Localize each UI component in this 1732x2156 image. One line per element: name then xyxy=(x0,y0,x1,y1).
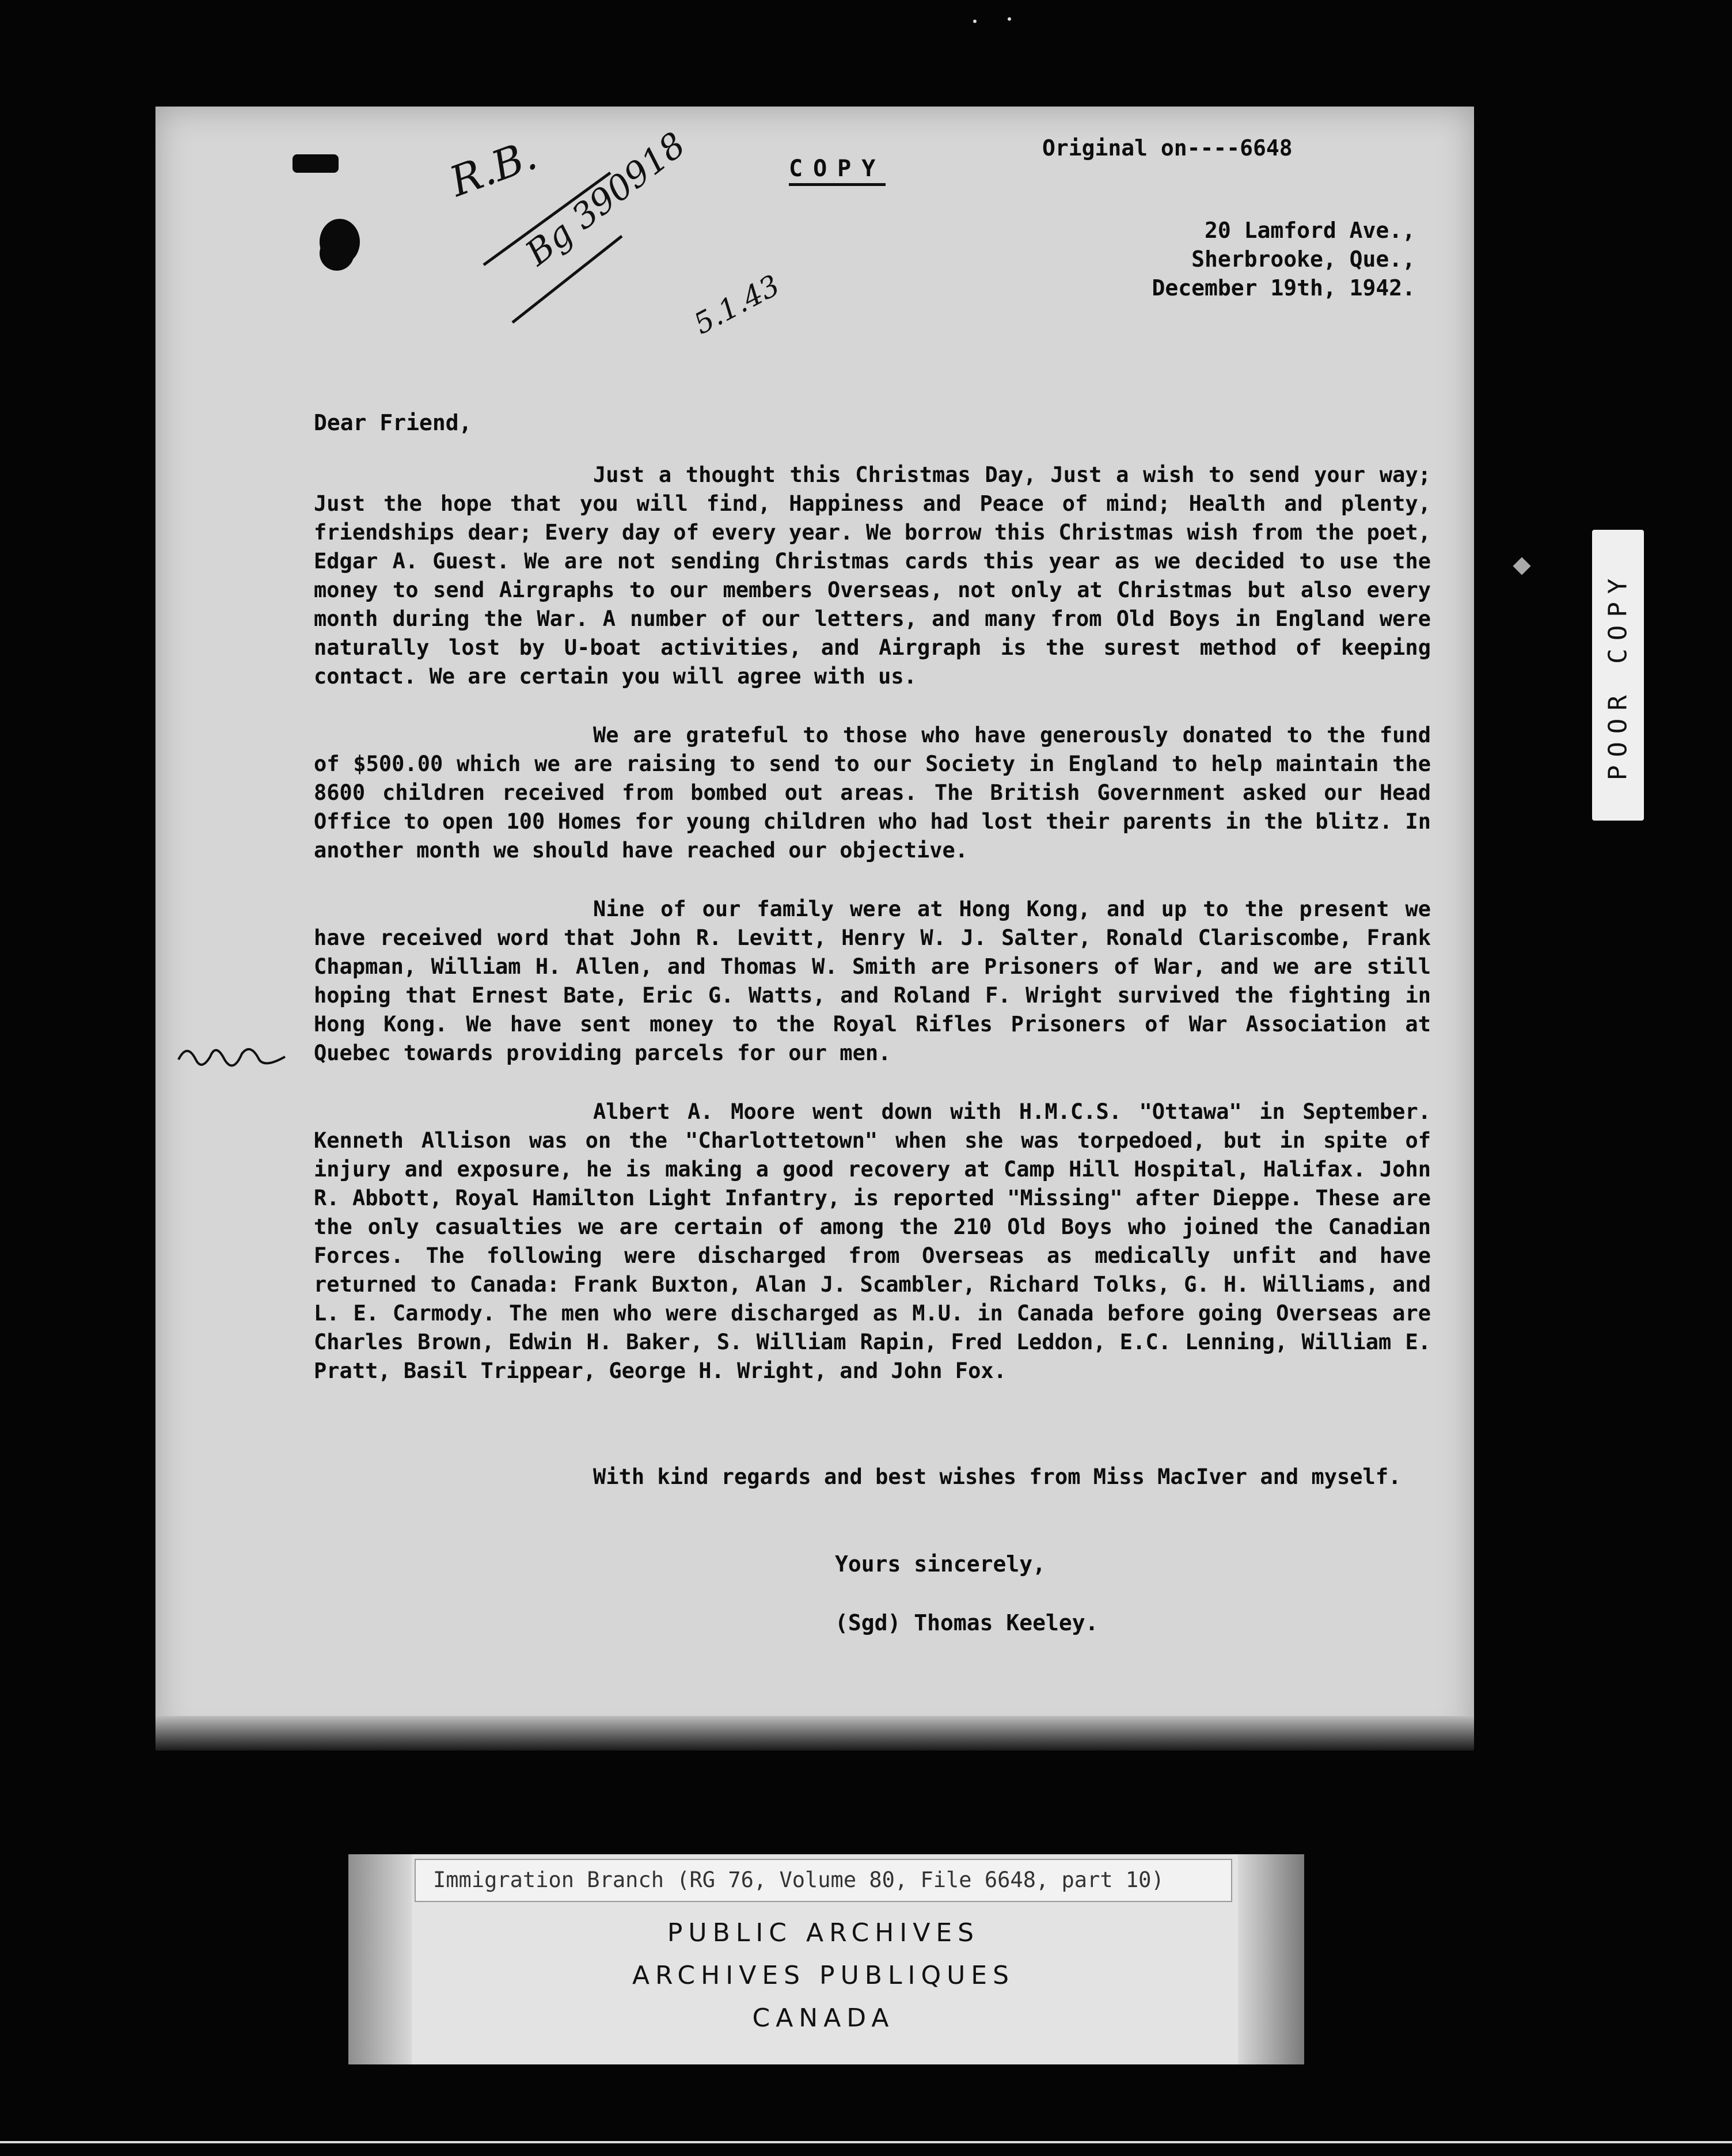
document-title: COPY xyxy=(789,155,886,186)
archive-line-country: CANADA xyxy=(752,2003,895,2033)
paragraph-fund: We are grateful to those who have generously donated to the fund of $500.00 which we are raising to send to our Society in England to help maintain the 8600 children received from bombed out areas. The British Government asked our Head Office to open 100 Homes for young children who had lost their parents in the blitz. In another month we should have reached our objective. xyxy=(314,723,1431,863)
letter-body xyxy=(314,461,1431,1415)
punch-hole-icon xyxy=(293,154,339,173)
handwritten-reference: Bg 390918 xyxy=(518,124,693,274)
paragraph-casualties: Albert A. Moore went down with H.M.C.S. "Ottawa" in September. Kenneth Allison was on the "Charlottetown" when she was torpedoed, but in spite of injury and exposure, he is making a good recovery at Camp Hill Hospital, Halifax. John R. Abbott, Royal Hamilton Light Infantry, is reported "Missing" after Dieppe. These are the only casualties we are certain of among the 210 Old Boys who joined the Canadian Forces. The following were discharged from Overseas as medically unfit and have returned to Canada: Frank Buxton, Alan J. Scambler, Richard Tolks, G. H. Williams, and L. E. Carmody. The men who were discharged as M.U. in Canada before going Overseas are Charles Brown, Edwin H. Baker, S. William Rapin, Fred Leddon, E.C. Lenning, William E. Pratt, Basil Trippear, George H. Wright, and John Fox. xyxy=(314,1099,1431,1383)
label-right-edge xyxy=(1238,1854,1304,2064)
poor-copy-label: POOR COPY xyxy=(1603,570,1633,780)
archive-line-english: PUBLIC ARCHIVES xyxy=(667,1918,980,1948)
closing-paragraph-block xyxy=(314,1463,1431,1491)
address-city: Sherbrooke, Que., xyxy=(1191,246,1415,272)
punch-hole-icon xyxy=(320,236,354,271)
bottom-divider xyxy=(0,2141,1732,2143)
signoff xyxy=(835,1549,1099,1667)
film-specks xyxy=(973,17,1019,29)
sender-address xyxy=(1152,216,1415,302)
complimentary-close: Yours sincerely, xyxy=(835,1551,1046,1577)
margin-scrawl xyxy=(176,1037,291,1083)
handwritten-scribble-icon xyxy=(176,1037,291,1077)
archive-stamp-text xyxy=(415,1912,1232,2040)
film-speck-icon xyxy=(1513,557,1530,575)
closing-paragraph: With kind regards and best wishes from Miss MacIver and myself. xyxy=(593,1464,1401,1489)
paragraph-christmas: Just a thought this Christmas Day, Just a wish to send your way; Just the hope that you will find, Happiness and Peace of mind; Health and plenty, friendships dear; Every day of every year. We borrow this Christmas wish from the poet, Edgar A. Guest. We are not sending Christmas cards this year as we decided to use the money to send Airgraphs to our members Overseas, not only at Christmas but also every month during the War. A number of our letters, and many from Old Boys in England were naturally lost by U-boat activities, and Airgraph is the surest method of keeping contact. We are certain you will agree with us. xyxy=(314,462,1431,689)
handwritten-initials: R.B. xyxy=(443,130,543,206)
poor-copy-stamp xyxy=(1592,530,1644,821)
letter-date: December 19th, 1942. xyxy=(1152,275,1415,301)
original-reference: Original on----6648 xyxy=(1042,135,1293,161)
paragraph-hong-kong: Nine of our family were at Hong Kong, and up to the present we have received word that John R. Levitt, Henry W. J. Salter, Ronald Clariscombe, Frank Chapman, William H. Allen, and Thomas W. Smith are Prisoners of War, and we are still hoping that Ernest Bate, Eric G. Watts, and Roland F. Wright survived the fighting in Hong Kong. We have sent money to the Royal Rifles Prisoners of War Association at Quebec towards providing parcels for our men. xyxy=(314,897,1431,1065)
salutation: Dear Friend, xyxy=(314,410,472,435)
archive-line-french: ARCHIVES PUBLIQUES xyxy=(632,1961,1015,1990)
handwritten-date-note: 5.1.43 xyxy=(688,268,785,341)
address-street: 20 Lamford Ave., xyxy=(1204,218,1415,243)
page-edge-shadow xyxy=(155,1716,1474,1751)
label-left-edge xyxy=(348,1854,412,2064)
signature: (Sgd) Thomas Keeley. xyxy=(835,1610,1099,1635)
archive-reference-strip: Immigration Branch (RG 76, Volume 80, File 6648, part 10) xyxy=(415,1859,1232,1902)
